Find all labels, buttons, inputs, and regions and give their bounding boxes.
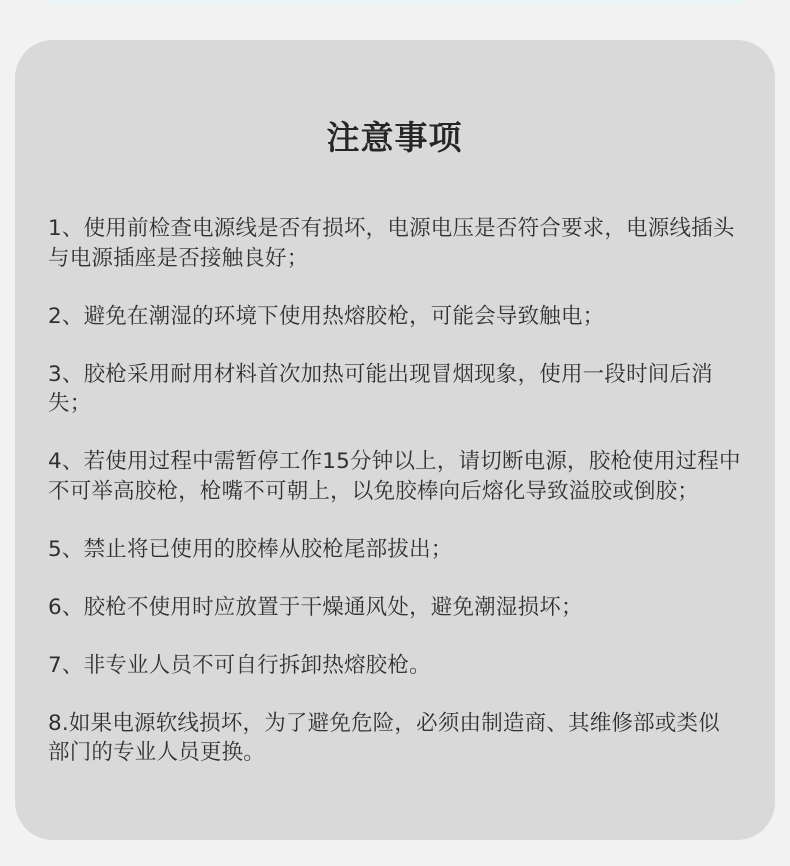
notice-item-2: 2、避免在潮湿的环境下使用热熔胶枪，可能会导致触电； — [48, 303, 605, 329]
page-title: 注意事项 — [326, 118, 463, 157]
notice-item-7: 7、非专业人员不可自行拆卸热熔胶枪。 — [48, 652, 431, 678]
notice-list — [48, 214, 741, 768]
notice-item-4: 4、若使用过程中需暂停工作15分钟以上，请切断电源，胶枪使用过程中不可举高胶枪，枪嘴不可朝上，以免胶棒向后熔化导致溢胶或倒胶； — [48, 449, 741, 504]
top-panel-edge — [40, 0, 750, 4]
notice-item-3: 3、胶枪采用耐用材料首次加热可能出现冒烟现象，使用一段时间后消失； — [48, 361, 713, 416]
notice-item-8: 8.如果电源软线损坏，为了避免危险，必须由制造商、其维修部或类似部门的专业人员更换。 — [48, 710, 720, 765]
notice-item-6: 6、胶枪不使用时应放置于干燥通风处，避免潮湿损坏； — [48, 594, 583, 620]
notice-card — [15, 40, 775, 840]
notice-item-1: 1、使用前检查电源线是否有损坏，电源电压是否符合要求，电源线插头与电源插座是否接触良好； — [48, 216, 735, 271]
notice-item-5: 5、禁止将已使用的胶棒从胶枪尾部拔出； — [48, 536, 453, 562]
